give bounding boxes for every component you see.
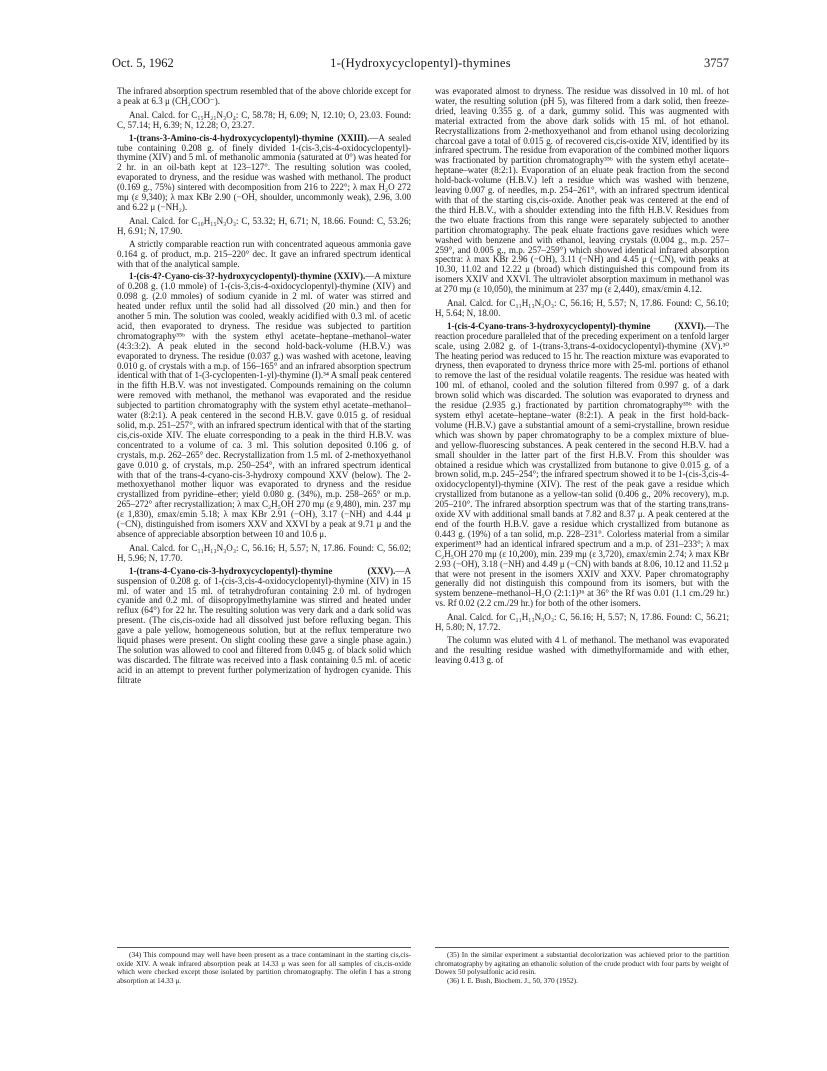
footnotes-left xyxy=(117,951,411,985)
left-column xyxy=(117,87,411,942)
paragraph-body: —A sealed tube containing 0.208 g. of finely divided 1-(cis-3,cis-4-oxidocyclopentyl)-thymine (XIV) and 5 ml. of methanolic ammonia (saturated at 0°) was heated for 2 hr. in an oil-bath kept at 123–127°. The resulting solution was cooled, evaporated to dryness, and the residue was washed with methanol. The product (0.169 g., 75%) sintered with decomposition from 216 to 222°; λ max H₂O 272 mμ (ε 9,340); λ max KBr 2.90 (−OH, shoulder, uncommonly weak), 2.96, 3.00 and 6.22 μ (−NH₂). xyxy=(117,132,411,212)
compound-heading: 1-(cis-4-Cyano-trans-3-hydroxycyclopentyl)-thymine (XXVI). xyxy=(447,320,706,331)
analysis-line: Anal. Calcd. for C₁₁H₁₃N₃O₃: C, 56.16; H, 5.57; N, 17.86. Found: C, 56.10; H, 5.64; N, 18.00. xyxy=(435,298,729,318)
footnote-rule xyxy=(117,947,411,948)
header-date: Oct. 5, 1962 xyxy=(112,56,174,70)
paragraph: The infrared absorption spectrum resembled that of the above chloride except for a peak at 6.3 μ (CH₂COO⁻). xyxy=(117,87,411,106)
footnotes-right xyxy=(435,951,729,985)
compound-heading: 1-(trans-3-Amino-cis-4-hydroxycyclopentyl)-thymine (XXIII). xyxy=(129,132,370,143)
experimental-paragraph xyxy=(435,322,729,609)
right-column xyxy=(435,87,729,942)
page-number: 3757 xyxy=(704,56,729,70)
compound-heading: 1-(trans-4-Cyano-cis-3-hydroxycyclopentyl)-thymine (XXV). xyxy=(129,565,396,576)
paragraph: The column was eluted with 4 l. of methanol. The methanol was evaporated and the resulting residue washed with dimethylformamide and with ether, leaving 0.413 g. of xyxy=(435,634,729,665)
compound-heading: 1-(cis-4?-Cyano-cis-3?-hydroxycyclopentyl)-thymine (XXIV). xyxy=(129,271,366,282)
analysis-line: Anal. Calcd. for C₁₁H₁₃N₃O₃: C, 56.16; H, 5.57; N, 17.86. Found: C, 56.21; H, 5.80; N, 17.72. xyxy=(435,612,729,633)
analysis-line: Anal. Calcd. for C₁₀H₁₅N₃O₃: C, 53.32; H, 6.71; N, 18.66. Found: C, 53.26; H, 6.91; N, 17.90. xyxy=(117,215,411,236)
paragraph-body: —A mixture of 0.208 g. (1.0 mmole) of 1-(cis-3,cis-4-oxidocyclopentyl)-thymine (XIV) and 0.098 g. (2.0 mmoles) of sodium cyanide in 2 ml. of water was stirred and heated under reflux until the solid had all dissolved (20 min.) and then for another 5 min. The solution was cooled, weakly acidified with 0.3 ml. of acetic acid, then evaporated to dryness. The residue was subjected to partition chromatography³⁵ᵇ with the system ethyl acetate–heptane–methanol–water (4:3:3:2). A peak eluted in the second hold-back-volume (H.B.V.) was evaporated to dryness. The residue (0.037 g.) was washed with acetone, leaving 0.010 g. of crystals with a m.p. of 156–165° and an infrared absorption spectrum identical with that of 1-(3-cyclopenten-1-yl)-thymine (I).³⁴ A small peak centered in the fifth H.B.V. was not investigated. Compounds remaining on the column were removed with methanol, the methanol was evaporated and the residue subjected to partition chromatography with the system ethyl acetate–methanol–water (8:2:1). A peak centered in the second H.B.V. gave 0.015 g. of residual solid, m.p. 251–257°, with an infrared spectrum identical with that of the starting cis,cis-oxide XIV. The eluate corresponding to a peak in the third H.B.V. was concentrated to a volume of ca. 3 ml. This solution deposited 0.106 g. of crystals, m.p. 262–265° dec. Recrystallization from 1.5 ml. of 2-methoxyethanol gave 0.010 g. of crystals, m.p. 250–254°, with an infrared spectrum identical with that of the trans-4-cyano-cis-3-hydroxy compound XXV (below). The 2-methoxyethanol mother liquor was evaporated to dryness and the residue crystallized from pyridine–ether; yield 0.080 g. (34%), m.p. 258–265° or m.p. 265–272° after recrystallization; λ max C₂H₅OH 270 mμ (ε 9,480), min. 237 mμ (ε 1,830), εmax/εmin 5.18; λ max KBr 2.91 (−OH), 3.17 (−NH) and 4.44 μ (−CN), distinguished from isomers XXV and XXVI by a peak at 9.71 μ and the absence of appreciable absorption between 10 and 10.6 μ. xyxy=(117,271,411,539)
paragraph-body: —A suspension of 0.208 g. of 1-(cis-3,cis-4-oxidocyclopentyl)-thymine (XIV) in 15 ml. of water and 15 ml. of tetrahydrofuran containing 2.0 ml. of hydrogen cyanide and 0.2 ml. of diisopropylmethylamine was stirred and heated under reflux (64°) for 22 hr. The resulting solution was very dark and a dark solid was present. (The cis,cis-oxide had all dissolved just before refluxing began. This gave a pale yellow, homogeneous solution, but at the reflux temperature two liquid phases were present. On slight cooling these gave a single phase again.) The solution was allowed to cool and filtered from 0.045 g. of black solid which was discarded. The filtrate was received into a flask containing 0.5 ml. of acetic acid in an attempt to prevent further polymerization of hydrogen cyanide. This filtrate xyxy=(117,565,411,685)
analysis-line: Anal. Calcd. for C₁₅H₂₁N₃O₄: C, 58.78; H, 6.09; N, 12.10; O, 23.03. Found: C, 57.14; H, 6.39; N, 12.28; O, 23.27. xyxy=(117,109,411,130)
experimental-paragraph xyxy=(117,272,411,539)
footnote-35: (35) In the similar experiment a substantial decolorization was achieved prior to the partition chromatography by agitating an ethanolic solution of the crude product with four parts by weight of Dowex 50 polysulfonic acid resin. xyxy=(435,950,729,977)
analysis-line: Anal. Calcd. for C₁₁H₁₃N₃O₃: C, 56.16; H, 5.57; N, 17.86. Found: C, 56.02; H, 5.96; N, 17.70. xyxy=(117,542,411,563)
paragraph-body: —The reaction procedure paralleled that of the preceding experiment on a tenfold larger scale, using 2.082 g. of 1-(trans-3,trans-4-oxidocyclopentyl)-thymine (XV).³⁰ The heating period was reduced to 15 hr. The reaction mixture was evaporated to dryness, then evaporated to dryness thrice more with 25-ml. portions of ethanol to remove the last of the residual volatile reagents. The residue was heated with 100 ml. of ethanol, cooled and the solution filtered from 0.997 g. of a dark brown solid which was discarded. The solution was evaporated to dryness and the residue (2.935 g.) fractionated by partition chromatography³⁵ᵇ with the system ethyl acetate–heptane–water (8:2:1). A peak in the first hold-back-volume (H.B.V.) gave a substantial amount of a semi-crystalline, brown residue which was shown by paper chromatography to be a complex mixture of blue- and yellow-fluorescing substances. A peak centered in the second H.B.V. had a small shoulder in the latter part of the first H.B.V. From this shoulder was obtained a residue which was crystallized from butanone to give 0.015 g. of a brown solid, m.p. 245–254°; the infrared spectrum showed it to be 1-(cis-3,cis-4-oxidocyclopentyl)-thymine (XIV). The rest of the peak gave a residue which crystallized from butanone as a yellow-tan solid (0.406 g., 20% recovery), m.p. 205–210°. The infrared absorption spectrum was that of the starting trans,trans-oxide XV with additional small bands at 7.82 and 8.37 μ. A peak centered at the end of the fourth H.B.V. gave a residue which crystallized from butanone as 0.443 g. (19%) of a tan solid, m.p. 228–231°. Colorless material from a similar experiment³⁵ had an identical infrared spectrum and a m.p. of 231–233°; λ max C₂H₅OH 270 mμ (ε 10,200), min. 239 mμ (ε 3,720), εmax/εmin 2.74; λ max KBr 2.93 (−OH), 3.18 (−NH) and 4.49 μ (−CN) with bands at 8.06, 10.12 and 11.52 μ that were not present in the isomers XXIV and XXV. Paper chromatography generally did not distinguish this compound from its isomers, but with the system benzene–methanol–H₂O (2:1:1)³⁶ at 36° the Rf was 0.01 (1.1 cm./29 hr.) vs. Rf 0.02 (2.2 cm./29 hr.) for both of the other isomers. xyxy=(435,320,729,609)
footnote-36: (36) I. E. Bush, Biochem. J., 50, 370 (1952). xyxy=(447,975,578,985)
paragraph: was evaporated almost to dryness. The residue was dissolved in 10 ml. of hot water, the resulting solution (pH 5), was filtered from a dark solid, then freeze-dried, leaving 0.355 g. of a dark, gummy solid. This was augmented with material extracted from the above dark solids with 15 ml. of hot ethanol. Recrystallizations from 2-methoxyethanol and from ethanol using decolorizing charcoal gave a total of 0.015 g. of recovered cis,cis-oxide XIV, identified by its infrared spectrum. The residue from evaporation of the combined mother liquors was fractionated by partition chromatography³⁵ᵇ with the system ethyl acetate–heptane–water (8:2:1). Evaporation of an eluate peak fraction from the second hold-back-volume (H.B.V.) left a residue which was washed with benzene, leaving 0.007 g. of needles, m.p. 254–261°, with an infrared spectrum identical with that of the starting cis,cis-oxide. Another peak was centered at the end of the third H.B.V., with a shoulder extending into the fifth H.B.V. Residues from the two eluate fractions from this range were separately subjected to another partition chromatography. The peak eluate fractions gave residues which were washed with benzene and with ethanol, leaving crystals (0.004 g., m.p. 257–259°, and 0.005 g., m.p. 257–259°) which showed identical infrared absorption spectra: λ max KBr 2.96 (−OH), 3.11 (−NH) and 4.45 μ (−CN), with peaks at 10.30, 11.02 and 12.22 μ (broad) which distinguished this compound from its isomers XXIV and XXVI. The ultraviolet absorption maximum in methanol was at 270 mμ (ε 10,050), the minimum at 237 mμ (ε 2,440), εmax/εmin 4.12. xyxy=(435,87,729,295)
running-header xyxy=(112,56,729,70)
footnote-34: (34) This compound may well have been present as a trace contaminant in the starting cis,cis-oxide XIV. A weak infrared absorption peak at 14.33 μ was seen for all samples of cis,cis-oxide which were checked except those isolated by partition chromatography. The olefin I has a strong absorption at 14.33 μ. xyxy=(117,950,411,985)
experimental-paragraph xyxy=(117,567,411,686)
experimental-paragraph xyxy=(117,134,411,213)
header-title: 1-(Hydroxycyclopentyl)-thymines xyxy=(330,56,511,70)
paragraph: A strictly comparable reaction run with concentrated aqueous ammonia gave 0.164 g. of product, m.p. 215–220° dec. It gave an infrared spectrum identical with that of the analytical sample. xyxy=(117,238,411,269)
footnote-rule xyxy=(435,947,729,948)
